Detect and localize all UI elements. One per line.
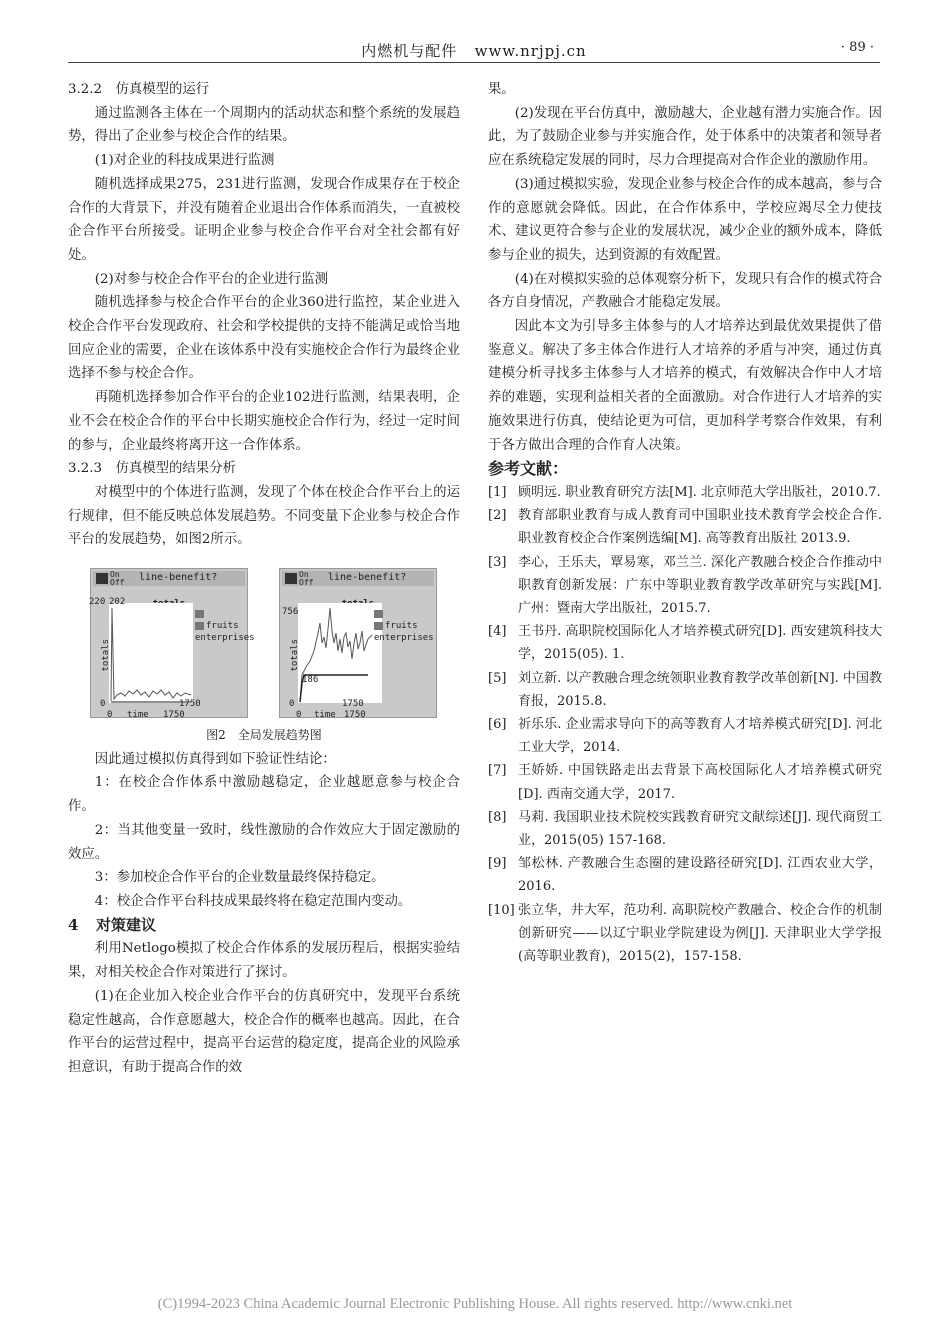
y-axis-label: totals	[101, 639, 111, 672]
section-heading-3-2-2: 3.2.2 仿真模型的运行	[68, 82, 210, 97]
reference-item: [1] 顾明远. 职业教育研究方法[M]. 北京师范大学出版社，2010.7.	[488, 484, 881, 500]
page-number: · 89 ·	[840, 40, 874, 55]
reference-item: [4] 王书丹. 高职院校国际化人才培养模式研究[D]. 西安建筑科技大学，2015(05). 1.	[488, 624, 882, 663]
figure-caption: 图2 全局发展趋势图	[206, 728, 322, 743]
switch-states: On Off	[110, 570, 125, 588]
header-title	[68, 40, 880, 61]
legend-swatch	[195, 622, 204, 630]
paragraph: (2)对参与校企合作平台的企业进行监测	[94, 271, 329, 287]
section-heading-3-2-3: 3.2.3 仿真模型的结果分析	[68, 461, 236, 477]
reference-item: [7] 王娇娇. 中国铁路走出去背景下高校国际化人才培养模式研究[D]. 西南交通大学，2017.	[488, 763, 882, 802]
plot-svg	[109, 603, 193, 703]
reference-item: [9] 邹松林. 产教融合生态圈的建设路径研究[D]. 江西农业大学，2016.	[488, 856, 882, 895]
legend-enterprises: enterprises	[195, 603, 255, 650]
switch-states: On Off	[299, 570, 314, 588]
section-heading-4: 4 对策建议	[68, 915, 157, 934]
switch-toggle	[285, 573, 297, 584]
reference-item: [3] 李心，王乐夫，覃易寒，邓兰兰. 深化产教融合校企合作推动中职教育创新发展：广东中等职业教育教学改革研究与实践[M]. 广州：暨南大学出版社，2015.7.	[488, 554, 882, 616]
x-max-top: 1750	[179, 699, 201, 710]
switch-label: line-benefit?	[328, 572, 407, 584]
left-column	[68, 78, 460, 1080]
reference-list	[488, 481, 882, 968]
paragraph: (4)在对模拟实验的总体观察分析下，发现只有合作的模式符合各方自身情况，产教融合才能稳定发展。	[488, 271, 882, 311]
y-max: 756	[282, 607, 299, 618]
y-min: 0	[289, 699, 295, 710]
fruits-line	[111, 608, 191, 701]
x-axis-label: time	[314, 710, 336, 721]
journal-name: 内燃机与配件	[361, 42, 458, 60]
y-mid: 186	[302, 675, 319, 686]
paragraph: 因此通过模拟仿真得到如下验证性结论：	[94, 751, 336, 767]
paragraph: 对模型中的个体进行监测，发现了个体在校企合作平台上的运行规律，但不能反映总体发展趋势。不同变量下企业参与校企合作平台的发展趋势，如图2所示。	[68, 484, 460, 548]
plot-area	[109, 603, 193, 703]
right-column	[488, 78, 882, 968]
paragraph: 果。	[488, 82, 515, 97]
y-max-a: 220	[89, 597, 106, 608]
paragraph: (3)通过模拟实验，发现企业参与校企合作的成本越高，参与合作的意愿就会降低。因此，在合作体系中，学校应竭尽全力使技术、建议更符合参与企业的发展状况，减少企业的额外成本，降低参与企业的损失，达到资源的有效配置。	[488, 176, 882, 263]
x-min: 0	[107, 710, 113, 721]
paragraph: 因此本文为引导多主体参与的人才培养达到最优效果提供了借鉴意义。解决了多主体合作进行人才培养的矛盾与冲突，通过仿真建模分析寻找多主体参与人才培养的模式，有效解决合作中人才培养的难题，实现利益相关者的全面激励。对合作进行人才培养的实施效果进行仿真，使结论更为可信，更加科学考察合作效果，有利于各方做出合理的合作育人决策。	[488, 319, 882, 453]
switch-bar	[93, 571, 245, 586]
paragraph: (2)发现在平台仿真中，激励越大，企业越有潜力实施合作。因此，为了鼓励企业参与并实施合作，处于体系中的决策者和领导者应在系统稳定发展的同时，尽力合理提高对合作企业的激励作用。	[488, 105, 882, 169]
y-max-b: 202	[109, 597, 126, 608]
conclusion-item: 1：在校企合作体系中激励越稳定，企业越愿意参与校企合作。	[68, 775, 460, 815]
paragraph: 再随机选择参加合作平台的企业102进行监测，结果表明，企业不会在校企合作的平台中长期实施校企合作行为，经过一定时间的参与，企业最终将离开这一合作体系。	[68, 390, 460, 453]
paragraph: (1)对企业的科技成果进行监测	[94, 153, 275, 169]
figure-2	[68, 562, 460, 724]
switch-toggle	[96, 573, 108, 584]
conclusion-item: 3：参加校企合作平台的企业数量最终保持稳定。	[94, 870, 385, 886]
paragraph: (1)在企业加入校企业合作平台的仿真研究中，发现平台系统稳定性越高，合作意愿越大，校企合作的概率也越高。因此，在合作平台的运营过程中，提高平台运营的稳定度，提高企业的风险承担意识，有助于提高合作的效	[68, 988, 460, 1075]
journal-site: www.nrjpj.cn	[474, 42, 587, 60]
x-max: 1750	[344, 710, 366, 721]
references-heading: 参考文献：	[488, 459, 569, 479]
legend-fruits: fruits	[195, 615, 239, 639]
reference-item: [5] 刘立新. 以产教融合理念统领职业教育教学改革创新[N]. 中国教育报，2015.8.	[488, 670, 882, 709]
legend-fruits: fruits	[374, 615, 418, 639]
y-axis-label: totals	[290, 639, 300, 672]
netlogo-panel-fixed	[89, 568, 255, 721]
conclusion-item: 2：当其他变量一致时，线性激励的合作效应大于固定激励的效应。	[68, 822, 460, 862]
legend-enterprises: enterprises	[374, 603, 436, 650]
header-rule	[68, 62, 880, 63]
reference-item: [10] 张立华，井大军，范功利. 高职院校产教融合、校企合作的机制创新研究——以辽宁职业学院建设为例[J]. 天津职业大学学报(高等职业教育)，2015(2)，157-158.	[488, 902, 882, 965]
switch-bar	[282, 571, 434, 586]
paragraph: 随机选择参与校企合作平台的企业360进行监控，某企业进入校企合作平台发现政府、社会和学校提供的支持不能满足或恰当地回应企业的需要，企业在该体系中没有实施校企合作行为最终企业选择不参与校企合作。	[68, 295, 460, 382]
netlogo-panel-linear	[279, 568, 437, 721]
copyright-footer: (C)1994-2023 China Academic Journal Electronic Publishing House. All rights reserved. http://www.cnki.net	[157, 1296, 793, 1312]
conclusion-item: 4：校企合作平台科技成果最终将在稳定范围内变动。	[94, 893, 412, 909]
x-max-top: 1750	[342, 699, 364, 710]
x-axis-label: time	[127, 710, 149, 721]
switch-label: line-benefit?	[139, 572, 218, 584]
paragraph: 利用Netlogo模拟了校企合作体系的发展历程后，根据实验结果，对相关校企合作对策进行了探讨。	[68, 941, 460, 981]
x-min: 0	[296, 710, 302, 721]
x-max: 1750	[163, 710, 185, 721]
legend-swatch	[374, 622, 383, 630]
paragraph: 随机选择成果275，231进行监测，发现合作成果存在于校企合作的大背景下，并没有随着企业退出合作体系而消失，一直被校企合作平台所接受。证明企业参与校企合作平台对全社会都有好处。	[68, 176, 460, 263]
y-min: 0	[100, 699, 106, 710]
reference-item: [6] 祈乐乐. 企业需求导向下的高等教育人才培养模式研究[D]. 河北工业大学，2014.	[488, 716, 882, 756]
reference-item: [2] 教育部职业教育与成人教育司中国职业技术教育学会校企合作. 职业教育校企合作案例选编[M]. 高等教育出版社 2013.9.	[488, 508, 882, 547]
reference-item: [8] 马莉. 我国职业技术院校实践教育研究文献综述[J]. 现代商贸工业，2015(05) 157-168.	[488, 809, 882, 848]
paragraph: 通过监测各主体在一个周期内的活动状态和整个系统的发展趋势，得出了企业参与校企合作的结果。	[68, 105, 460, 145]
running-header	[68, 36, 880, 66]
